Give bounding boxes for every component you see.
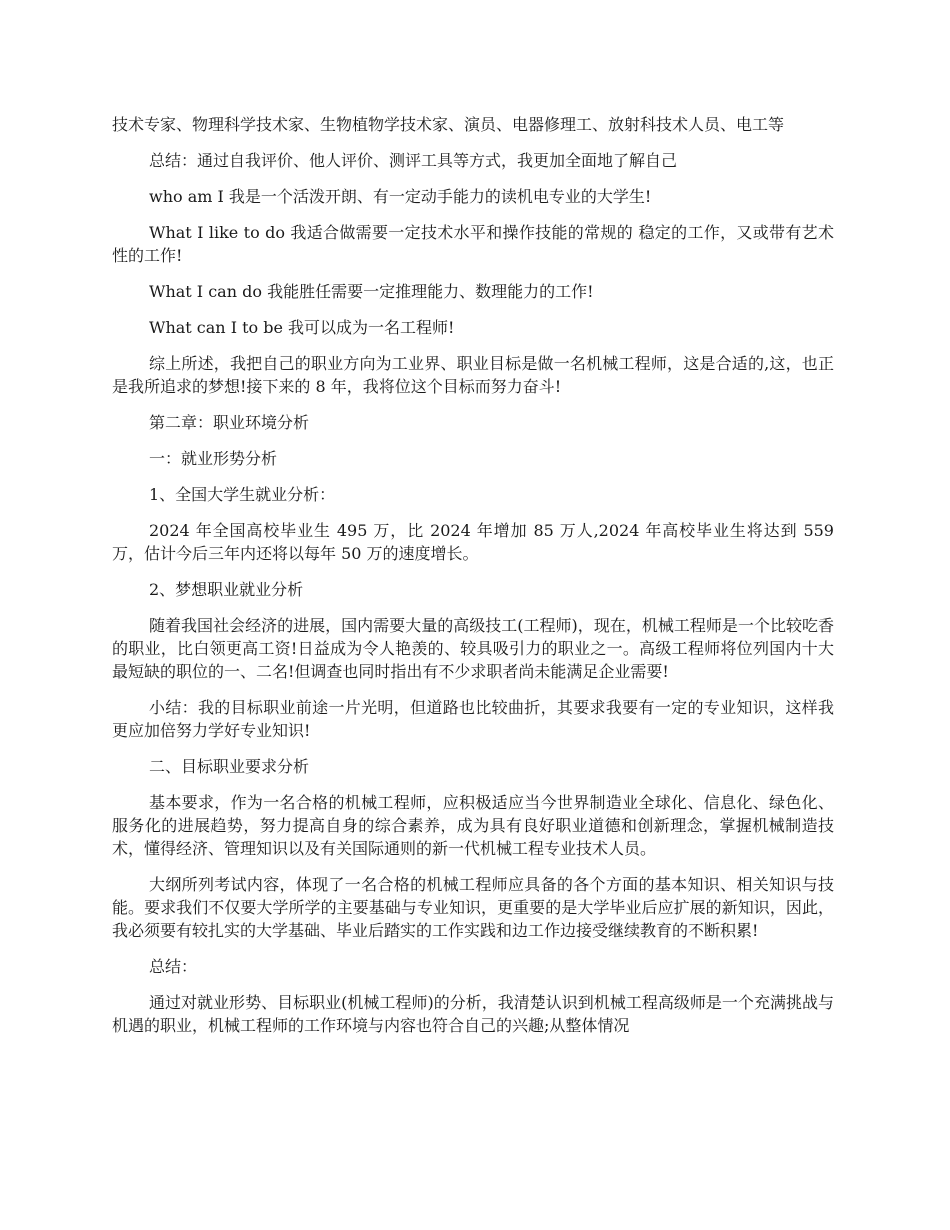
section-heading: 一：就业形势分析	[149, 449, 278, 468]
paragraph: 通过对就业形势、目标职业(机械工程师)的分析，我清楚认识到机械工程高级师是一个充满挑战与机遇的职业，机械工程师的工作环境与内容也符合自己的兴趣;从整体情况	[112, 993, 834, 1035]
paragraph: 大纲所列考试内容，体现了一名合格的机械工程师应具备的各个方面的基本知识、相关知识与技能。要求我们不仅要大学所学的主要基础与专业知识，更重要的是大学毕业后应扩展的新知识，因此，我必须要有较扎实的大学基础、毕业后踏实的工作实践和边工作边接受继续教育的不断积累!	[112, 875, 834, 940]
paragraph: 总结：	[149, 957, 198, 976]
subsection-heading: 2、梦想职业就业分析	[149, 580, 304, 599]
paragraph: What I can do 我能胜任需要一定推理能力、数理能力的工作!	[149, 282, 594, 301]
paragraph: 小结：我的目标职业前途一片光明，但道路也比较曲折，其要求我要有一定的专业知识，这样我更应加倍努力学好专业知识!	[112, 698, 834, 740]
paragraph: 基本要求，作为一名合格的机械工程师，应积极适应当今世界制造业全球化、信息化、绿色化、服务化的进展趋势，努力提高自身的综合素养，成为具有良好职业道德和创新理念，掌握机械制造技术，懂得经济、管理知识以及有关国际通则的新一代机械工程专业技术人员。	[112, 793, 834, 858]
paragraph: 随着我国社会经济的进展，国内需要大量的高级技工(工程师)，现在，机械工程师是一个比较吃香的职业，比白领更高工资!日益成为令人艳羡的、较具吸引力的职业之一。高级工程师将位列国内十大最短缺的职位的一、二名!但调查也同时指出有不少求职者尚未能满足企业需要!	[112, 616, 834, 681]
subsection-heading: 1、全国大学生就业分析：	[149, 485, 336, 504]
paragraph: 2024 年全国高校毕业生 495 万，比 2024 年增加 85 万人,2024 年高校毕业生将达到 559 万，估计今后三年内还将以每年 50 万的速度增长。	[112, 521, 834, 563]
paragraph: 技术专家、物理科学技术家、生物植物学技术家、演员、电器修理工、放射科技术人员、电工等	[112, 115, 785, 134]
chapter-heading: 第二章：职业环境分析	[149, 413, 310, 432]
paragraph: What can I to be 我可以成为一名工程师!	[149, 318, 455, 337]
paragraph: What I like to do 我适合做需要一定技术水平和操作技能的常规的 稳定的工作，又或带有艺术性的工作!	[112, 223, 834, 265]
document-body	[112, 113, 834, 1050]
section-heading: 二、目标职业要求分析	[149, 757, 310, 776]
paragraph: who am I 我是一个活泼开朗、有一定动手能力的读机电专业的大学生!	[149, 187, 652, 206]
paragraph: 综上所述，我把自己的职业方向为工业界、职业目标是做一名机械工程师，这是合适的,这，也正是我所追求的梦想!接下来的 8 年，我将位这个目标而努力奋斗!	[112, 354, 834, 396]
paragraph: 总结：通过自我评价、他人评价、测评工具等方式，我更加全面地了解自己	[149, 151, 678, 170]
